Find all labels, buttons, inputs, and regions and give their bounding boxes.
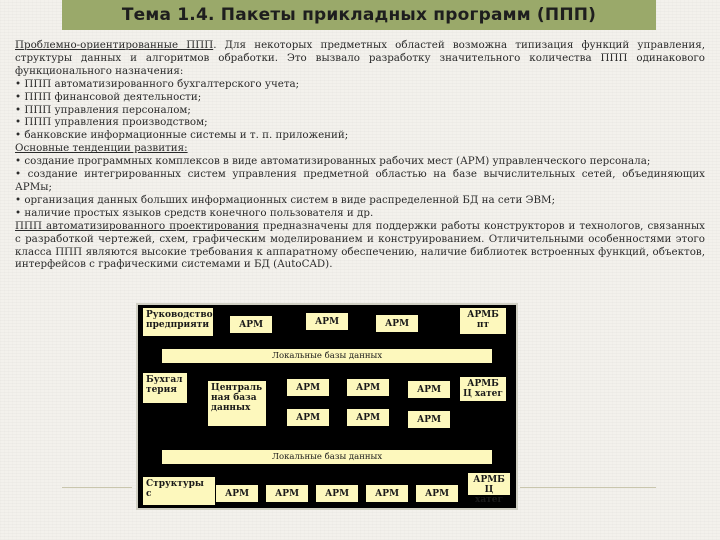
slide-body	[15, 39, 705, 271]
arm-block: АРМ	[416, 485, 458, 502]
bullet-item: • создание программных комплексов в виде автоматизированных рабочих мест (АРМ) управленческого персонала;	[15, 155, 651, 168]
arm-block: АРМ	[366, 485, 408, 502]
system-diagram	[136, 303, 518, 510]
bullet-item: • наличие простых языков средств конечного пользователя и др.	[15, 206, 374, 219]
divider-right	[520, 487, 656, 488]
arm-block: АРМ	[347, 409, 389, 426]
local-db-bus: Локальные базы данных	[162, 450, 492, 464]
bullet-item: • ППП управления персоналом;	[15, 103, 191, 116]
armb-block: АРМБ Ц хатег	[460, 377, 506, 401]
arm-block: АРМ	[376, 315, 418, 332]
cad-text: предназначены для поддержки работы конструкторов и технологов, связанных с разработкой чертежей, схем, графическим моделированием и конструированием. Отличительными особенностями этого класса ППП являются высокие требования к аппаратному обеспечению, наличие библиотек встроенных функций, объектов, интерфейсов с графическими системами и БД (AutoCAD).	[15, 219, 705, 271]
intro-text: . Для некоторых предметных областей возможна типизация функций управления, структуры данных и алгоритмов обработки. Это вызвало разработку значительного количества ППП одинакового функционального назначения:	[15, 39, 706, 77]
central-db-block: Централь ная база данных	[208, 381, 266, 426]
arm-block: АРМ	[216, 485, 258, 502]
arm-block: АРМ	[306, 313, 348, 330]
bullet-item: • ППП финансовой деятельности;	[15, 90, 202, 103]
intro-lead: Проблемно-ориентированные ППП	[15, 39, 214, 51]
structures-block: Структуры с	[143, 477, 215, 505]
arm-block: АРМ	[266, 485, 308, 502]
trends-heading: Основные тенденции развития:	[15, 142, 188, 155]
bullet-item: • ППП автоматизированного бухгалтерского учета;	[15, 77, 300, 90]
bullet-item: • банковские информационные системы и т. п. приложений;	[15, 129, 349, 142]
arm-block: АРМ	[230, 316, 272, 333]
intro-paragraph	[15, 39, 705, 78]
arm-block: АРМ	[287, 409, 329, 426]
divider-left	[62, 487, 132, 488]
cad-paragraph	[15, 220, 705, 272]
bullet-item: • организация данных больших информационных систем в виде распределенной БД на сети ЭВМ;	[15, 193, 556, 206]
arm-block: АРМ	[408, 411, 450, 428]
arm-block: АРМ	[316, 485, 358, 502]
bullet-item: • ППП управления производством;	[15, 116, 208, 129]
management-block: Руководство предприяти	[143, 308, 213, 336]
local-db-bus: Локальные базы данных	[162, 349, 492, 363]
arm-block: АРМ	[408, 381, 450, 398]
armb-block: АРМБ пт	[460, 308, 506, 334]
cad-lead: ППП автоматизированного проектирования	[15, 219, 259, 232]
arm-block: АРМ	[347, 379, 389, 396]
accounting-block: Бухгал терия	[143, 373, 187, 403]
armb-block: АРМБ Ц хатег	[468, 473, 510, 495]
arm-block: АРМ	[287, 379, 329, 396]
title-bar	[62, 0, 656, 30]
bullet-item: • создание интегрированных систем управления предметной областью на базе вычислительных сетей, объединяющих АРМы;	[15, 168, 705, 193]
page-title: Тема 1.4. Пакеты прикладных программ (ППП)	[121, 5, 597, 25]
